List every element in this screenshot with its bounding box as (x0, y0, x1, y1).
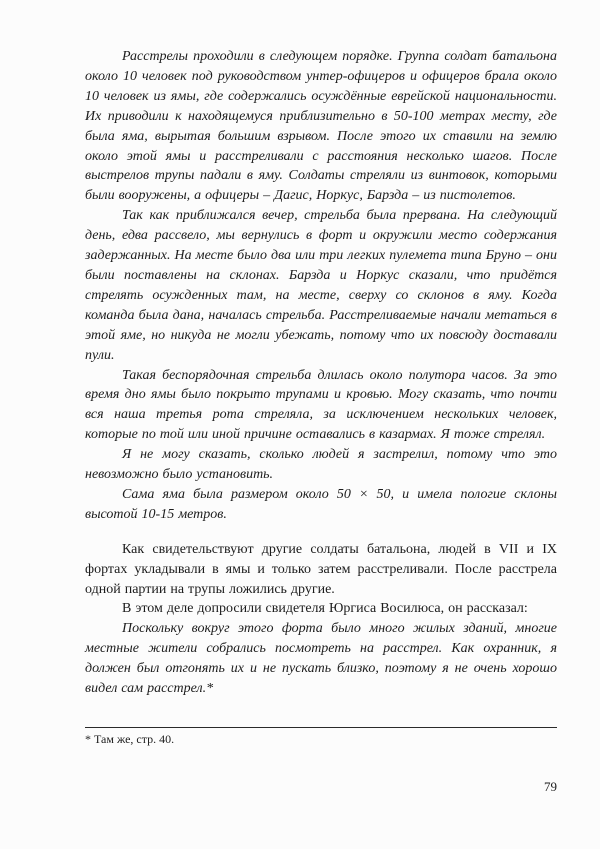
paragraph-narration-1: Как свидетельствуют другие солдаты батальона, людей в VII и IX фортах укладывали в ямы и только затем расстреливали. После расстрела одной партии на трупы ложились другие. (85, 541, 557, 597)
paragraph-testimony-2: Так как приближался вечер, стрельба была прервана. На следующий день, едва рассвело, мы вернулись в форт и окружили место содержания задержанных. На месте было два или три легких пулемета типа Бруно – они были поставлены на склонах. Барзда и Норкус сказали, что придётся стрелять осужденных там, на месте, сверху со склонов в яму. Когда команда была дана, началась стрельба. Расстреливаемые начали метаться в этой яме, но никуда не могли убежать, потому что их повсюду доставали пули. (85, 208, 557, 363)
paragraph-testimony-5: Сама яма была размером около 50 × 50, и имела пологие склоны высотой 10-15 метров. (85, 486, 557, 522)
text-column (85, 47, 557, 699)
paragraph-testimony-1: Расстрелы проходили в следующем порядке. Группа солдат батальона около 10 человек под руководством унтер-офицеров и офицеров брала около 10 человек из ямы, где содержались осуждённые еврейской национальности. Их приводили к находящемуся приблизительно в 50-100 метрах месту, где была яма, вырытая большим взрывом. После этого их ставили на землю около этой ямы и расстреливали с расстояния несколько шагов. После выстрелов трупы падали в яму. Солдаты стреляли из винтовок, которыми были вооружены, а офицеры – Дагис, Норкус, Барзда – из пистолетов. (85, 49, 557, 204)
paragraph-testimony-4: Я не могу сказать, сколько людей я застрелил, потому что это невозможно было установить. (85, 447, 557, 483)
footnote-area (85, 727, 557, 747)
paragraph-witness-quote: Поскольку вокруг этого форта было много жилых зданий, многие местные жители собрались посмотреть на расстрел. Как охранник, я должен был отгонять их и не пускать близко, поэтому я не очень хорошо видел сам расстрел.* (85, 621, 557, 697)
footnote-separator-rule (85, 727, 557, 728)
paragraph-testimony-3: Такая беспорядочная стрельба длилась около полутора часов. За это время дно ямы было покрыто трупами и кровью. Могу сказать, что почти вся наша третья рота стреляла, за исключением нескольких человек, которые по той или иной причине оставались в казармах. Я тоже стрелял. (85, 367, 557, 443)
footnote-text: * Там же, стр. 40. (85, 732, 175, 746)
paragraph-narration-2: В этом деле допросили свидетеля Юргиса Восилюса, он рассказал: (122, 601, 528, 617)
page-number: 79 (544, 779, 557, 794)
